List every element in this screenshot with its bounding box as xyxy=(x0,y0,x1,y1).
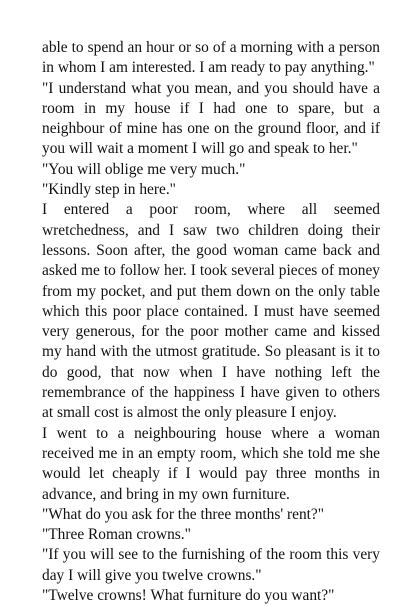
paragraph-7: "What do you ask for the three months' rent?" xyxy=(42,505,325,523)
paragraph-1: able to spend an hour or so of a morning with a person in whom I am interested. I am ready to pay anything." xyxy=(42,39,380,77)
paragraph-2: "I understand what you mean, and you should have a room in my house if I had one to spare, but a neighbour of mine has one on the ground floor, and if you will wait a moment I will go and speak to her." xyxy=(42,79,380,158)
paragraph-4: "Kindly step in here." xyxy=(42,181,176,199)
paragraph-6: I went to a neighbouring house where a woman received me in an empty room, which she told me she would let cheaply if I would pay three months in advance, and bring in my own furniture. xyxy=(42,424,380,503)
paragraph-8: "Three Roman crowns." xyxy=(42,526,191,544)
paragraph-10: "Twelve crowns! What furniture do you want?" xyxy=(42,587,335,605)
page-text xyxy=(42,38,380,606)
paragraph-5: I entered a poor room, where all seemed wretchedness, and I saw two children doing their lessons. Soon after, the good woman came back and asked me to follow her. I took several pieces of money from my pocket, and put them down on the only table which this poor place contained. I must have seemed very generous, for the poor mother came and kissed my hand with the utmost gratitude. So pleasant is it to do good, that now when I have nothing left the remembrance of the happiness I have given to others at small cost is almost the only pleasure I enjoy. xyxy=(42,201,380,422)
paragraph-9: "If you will see to the furnishing of the room this very day I will give you twelve crowns." xyxy=(42,546,380,584)
paragraph-3: "You will oblige me very much." xyxy=(42,160,246,178)
